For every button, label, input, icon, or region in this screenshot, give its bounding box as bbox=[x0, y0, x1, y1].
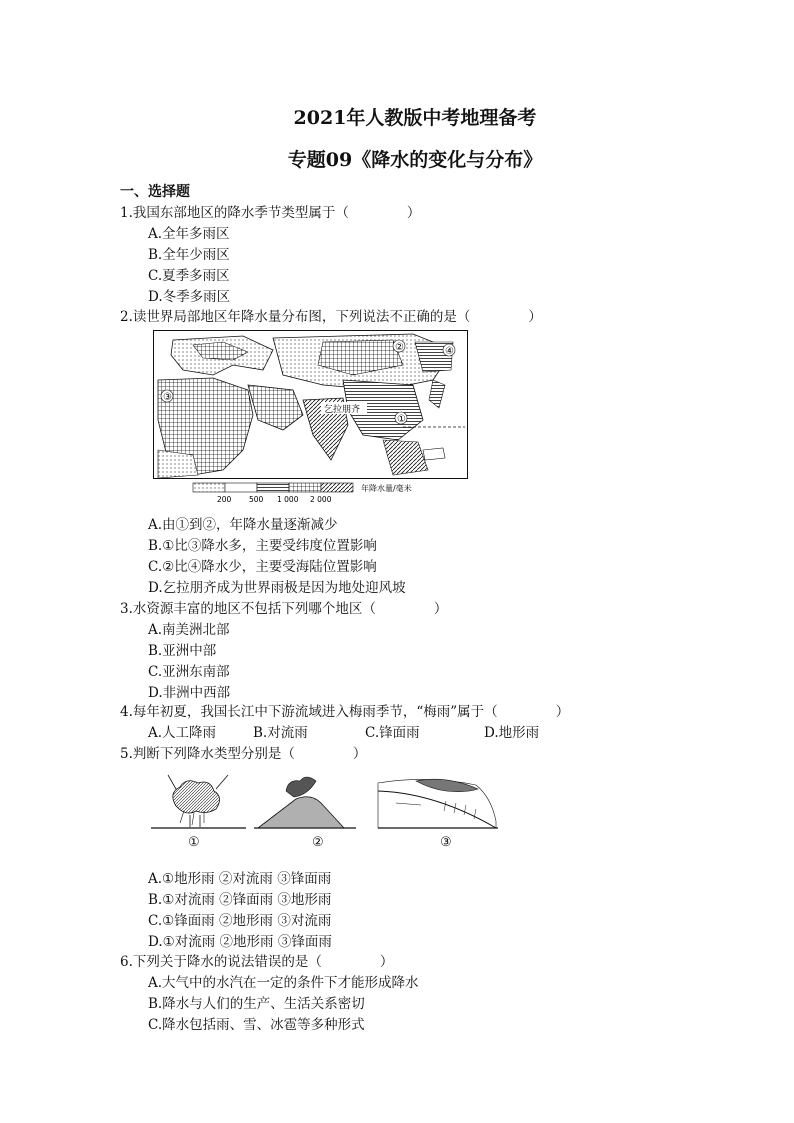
figure-label-2: ② bbox=[312, 835, 324, 850]
option-3b: B.亚洲中部 bbox=[148, 643, 217, 659]
convective-rain-figure bbox=[151, 775, 246, 828]
option-5c: C.①锋面雨 ②地形雨 ③对流雨 bbox=[148, 913, 332, 929]
option-6a: A.大气中的水汽在一定的条件下才能形成降水 bbox=[148, 975, 419, 991]
marker-1: ① bbox=[397, 414, 406, 425]
option-5a: A.①地形雨 ②对流雨 ③锋面雨 bbox=[148, 871, 332, 887]
option-4b: B.对流雨 bbox=[253, 725, 308, 741]
question-2: 2.读世界局部地区年降水量分布图，下列说法不正确的是（ ） bbox=[120, 309, 542, 325]
option-5d: D.①对流雨 ②地形雨 ③锋面雨 bbox=[148, 934, 332, 950]
section-heading: 一、选择题 bbox=[120, 184, 190, 200]
rain-type-figures bbox=[146, 771, 506, 849]
marker-2: ② bbox=[395, 342, 404, 353]
option-2d: D.乞拉朋齐成为世界雨极是因为地处迎风坡 bbox=[148, 580, 406, 596]
option-1d: D.冬季多雨区 bbox=[148, 289, 231, 305]
place-label: 乞拉朋齐 bbox=[324, 404, 361, 414]
question-6: 6.下列关于降水的说法错误的是（ ） bbox=[120, 954, 394, 970]
legend-tick-200: 200 bbox=[217, 495, 232, 504]
option-4d: D.地形雨 bbox=[484, 725, 540, 741]
option-1c: C.夏季多雨区 bbox=[148, 268, 230, 284]
frontal-rain-figure bbox=[378, 779, 498, 828]
option-4c: C.锋面雨 bbox=[365, 725, 420, 741]
question-5: 5.判断下列降水类型分别是（ ） bbox=[120, 746, 367, 762]
option-5b: B.①对流雨 ②锋面雨 ③地形雨 bbox=[148, 892, 332, 908]
option-2b: B.①比③降水多，主要受纬度位置影响 bbox=[148, 538, 377, 554]
option-3a: A.南美洲北部 bbox=[148, 622, 230, 638]
option-3c: C.亚洲东南部 bbox=[148, 664, 230, 680]
option-3d: D.非洲中西部 bbox=[148, 685, 231, 701]
legend-tick-2000: 2 000 bbox=[310, 495, 332, 504]
option-2c: C.②比④降水少，主要受海陆位置影响 bbox=[148, 559, 377, 575]
legend-tick-500: 500 bbox=[249, 495, 264, 504]
precipitation-map bbox=[153, 330, 471, 508]
question-3: 3.水资源丰富的地区不包括下列哪个地区（ ） bbox=[120, 601, 448, 617]
question-1: 1.我国东部地区的降水季节类型属于（ ） bbox=[120, 205, 421, 221]
legend-title: 年降水量/毫米 bbox=[361, 484, 412, 493]
orographic-rain-figure bbox=[254, 777, 356, 828]
option-6c: C.降水包括雨、雪、冰雹等多种形式 bbox=[148, 1017, 365, 1033]
page-subtitle: 专题09《降水的变化与分布》 bbox=[287, 149, 543, 171]
page-title: 2021年人教版中考地理备考 bbox=[293, 107, 537, 129]
map-legend bbox=[193, 483, 412, 504]
option-1b: B.全年少雨区 bbox=[148, 247, 230, 263]
option-2a: A.由①到②，年降水量逐渐减少 bbox=[148, 517, 338, 533]
figure-label-3: ③ bbox=[440, 835, 452, 850]
marker-3: ③ bbox=[163, 392, 172, 403]
option-4a: A.人工降雨 bbox=[148, 725, 217, 741]
marker-4: ④ bbox=[445, 346, 454, 357]
legend-tick-1000: 1 000 bbox=[277, 495, 299, 504]
question-4: 4.每年初夏，我国长江中下游流域进入梅雨季节，“梅雨”属于（ ） bbox=[120, 704, 570, 720]
figure-label-1: ① bbox=[188, 835, 200, 850]
option-1a: A.全年多雨区 bbox=[148, 226, 230, 242]
option-6b: B.降水与人们的生产、生活关系密切 bbox=[148, 996, 365, 1012]
